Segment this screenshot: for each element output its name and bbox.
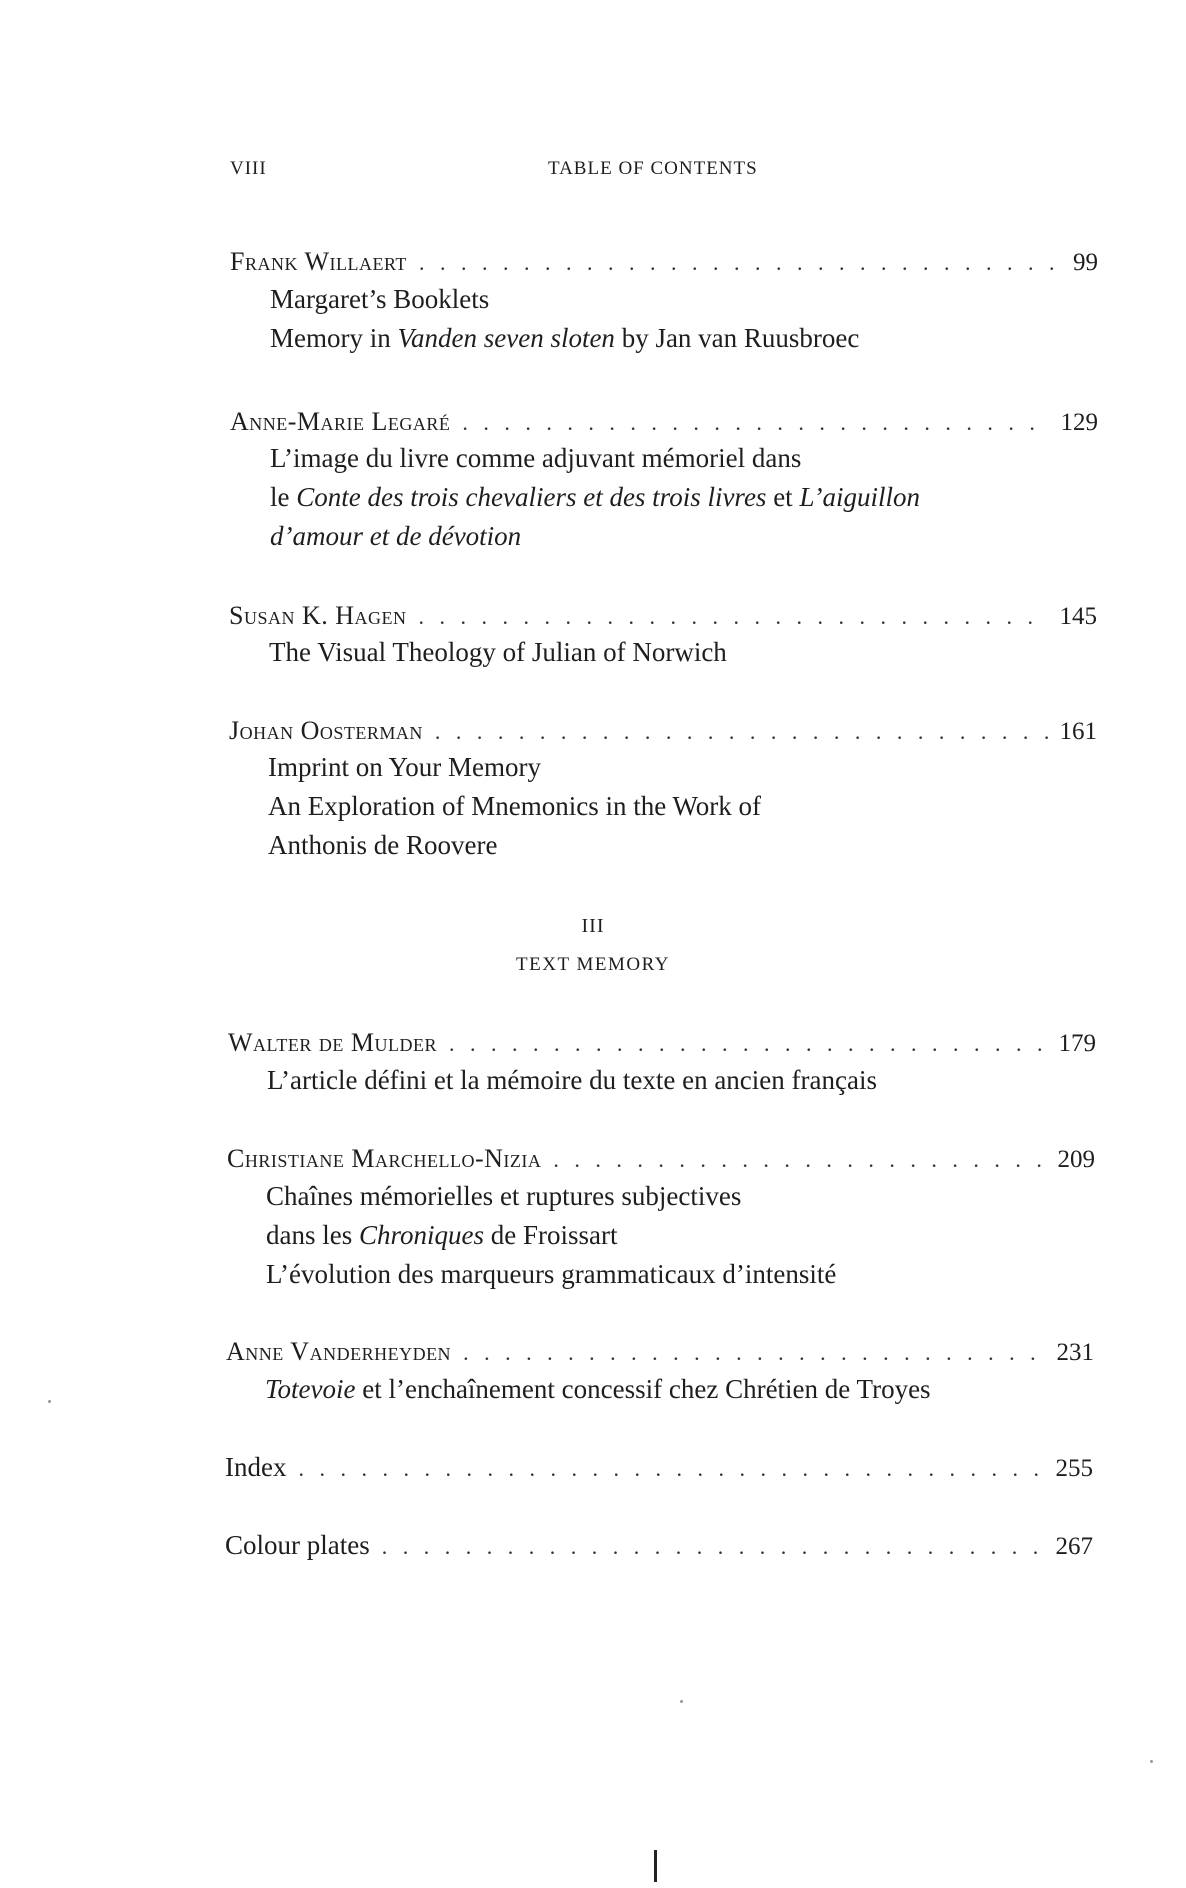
entry-subtitle-line: d’amour et de dévotion xyxy=(270,521,522,551)
entry-page-number: 145 xyxy=(1059,603,1097,630)
entry-subtitle-line: Totevoie et l’enchaînement concessif chez Chrétien de Troyes xyxy=(265,1374,931,1404)
dot-leader xyxy=(435,719,1048,745)
entry-subtitle-line: Anthonis de Roovere xyxy=(268,830,498,860)
entry-page-number: 231 xyxy=(1056,1339,1094,1366)
entry-author: Anne-Marie Legaré xyxy=(230,407,451,436)
running-head xyxy=(230,158,790,188)
dot-leader xyxy=(462,410,1048,436)
entry-subtitle-line: Memory in Vanden seven sloten by Jan van Ruusbroec xyxy=(270,323,860,353)
toc-entry-colour-plates[interactable] xyxy=(225,1530,1093,1570)
entry-page-number: 161 xyxy=(1059,718,1097,745)
dot-leader xyxy=(419,250,1061,276)
toc-entry-oosterman[interactable] xyxy=(229,716,1097,756)
entry-subtitle-line: le Conte des trois chevaliers et des trois livres et L’aiguillon xyxy=(270,482,920,512)
toc-entry-hagen[interactable] xyxy=(229,601,1097,641)
entry-subtitle-line: dans les Chroniques de Froissart xyxy=(266,1220,618,1250)
dot-leader xyxy=(553,1147,1045,1173)
entry-author: Susan K. Hagen xyxy=(229,601,407,630)
part-title: TEXT MEMORY xyxy=(516,954,670,975)
entry-author: Johan Oosterman xyxy=(229,716,423,745)
page-folio: VIII xyxy=(230,158,267,179)
dot-leader xyxy=(449,1031,1047,1057)
entry-subtitle-line: An Exploration of Mnemonics in the Work of xyxy=(268,791,762,821)
part-number: III xyxy=(581,915,605,937)
entry-subtitle-line: The Visual Theology of Julian of Norwich xyxy=(269,637,727,667)
entry-subtitle-line: Chaînes mémorielles et ruptures subjectives xyxy=(266,1181,742,1211)
toc-entry-willaert[interactable] xyxy=(230,247,1098,287)
entry-subtitle-line: L’article défini et la mémoire du texte en ancien français xyxy=(267,1065,877,1095)
dot-leader xyxy=(463,1340,1044,1366)
toc-entry-vanderheyden[interactable] xyxy=(226,1337,1094,1377)
toc-entry-de-mulder[interactable] xyxy=(228,1028,1096,1068)
toc-entry-marchello-nizia[interactable] xyxy=(227,1144,1095,1184)
entry-author: Christiane Marchello-Nizia xyxy=(227,1144,542,1173)
entry-page-number: 129 xyxy=(1060,409,1098,436)
entry-page-number: 255 xyxy=(1055,1455,1093,1482)
entry-subtitle-line: L’image du livre comme adjuvant mémoriel dans xyxy=(270,443,802,473)
entry-author: Walter de Mulder xyxy=(228,1028,437,1057)
entry-page-number: 267 xyxy=(1055,1533,1093,1560)
entry-title: Colour plates xyxy=(225,1530,370,1560)
toc-entry-legare[interactable] xyxy=(230,407,1098,447)
entry-page-number: 209 xyxy=(1057,1146,1095,1173)
scan-speck xyxy=(48,1400,51,1403)
dot-leader xyxy=(298,1456,1043,1482)
scan-speck xyxy=(680,1700,683,1703)
scan-mark xyxy=(654,1850,657,1882)
entry-page-number: 179 xyxy=(1058,1030,1096,1057)
entry-subtitle-line: Margaret’s Booklets xyxy=(270,284,490,314)
dot-leader xyxy=(382,1534,1044,1560)
entry-page-number: 99 xyxy=(1073,249,1098,276)
entry-author: Frank Willaert xyxy=(230,247,407,276)
scan-speck xyxy=(1150,1760,1153,1763)
entry-title: Index xyxy=(225,1452,287,1482)
running-head-title: TABLE OF CONTENTS xyxy=(548,158,758,179)
entry-subtitle-line: L’évolution des marqueurs grammaticaux d’intensité xyxy=(266,1259,837,1289)
toc-entry-index[interactable] xyxy=(225,1452,1093,1492)
entry-subtitle-line: Imprint on Your Memory xyxy=(268,752,542,782)
entry-author: Anne Vanderheyden xyxy=(226,1337,452,1366)
dot-leader xyxy=(419,604,1048,630)
